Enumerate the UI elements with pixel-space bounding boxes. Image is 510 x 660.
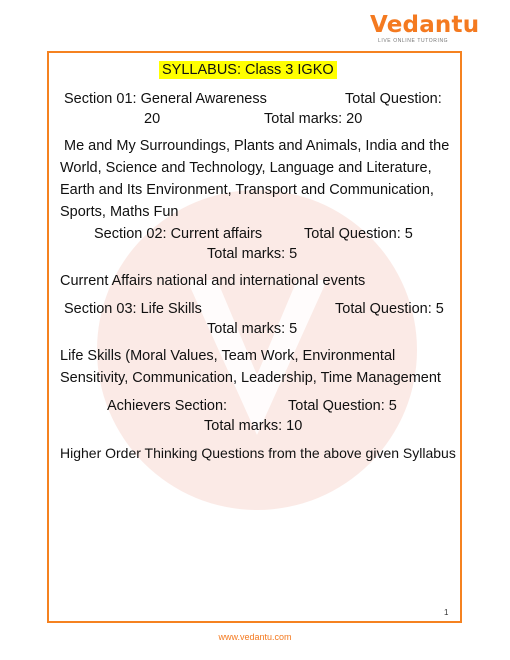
achievers-total-question: Total Question: 5 <box>288 398 397 414</box>
section2-total-question: Total Question: 5 <box>304 226 413 242</box>
logo-wordmark: Vedantu <box>370 12 480 38</box>
syllabus-title: SYLLABUS: Class 3 IGKO <box>159 61 337 79</box>
section3-heading: Section 03: Life Skills <box>64 301 202 317</box>
section1-total-question-value: 20 <box>144 111 161 127</box>
footer-url-link[interactable]: www.vedantu.com <box>218 632 292 642</box>
section3-description: Life Skills (Moral Values, Team Work, Environmental Sensitivity, Communication, Leadership, Time Management <box>60 348 441 386</box>
logo-tagline: LIVE ONLINE TUTORING <box>378 38 449 44</box>
section2-heading: Section 02: Current affairs <box>94 226 263 242</box>
section1-description: Me and My Surroundings, Plants and Animals, India and the World, Science and Technology, Language and Literature, Earth and Its Environment, Transport and Communication, Sports, Maths Fun <box>60 138 450 220</box>
section2-description: Current Affairs national and international events <box>60 273 366 289</box>
section1-heading: Section 01: General Awareness <box>64 91 267 107</box>
section1-total-marks: Total marks: 20 <box>264 111 363 127</box>
section3-total-question: Total Question: 5 <box>335 301 444 317</box>
section3-total-marks: Total marks: 5 <box>207 321 298 337</box>
section2-total-marks: Total marks: 5 <box>207 246 298 262</box>
section1-total-question-label: Total Question: <box>345 91 442 107</box>
achievers-total-marks: Total marks: 10 <box>204 418 303 434</box>
achievers-heading: Achievers Section: <box>107 398 228 414</box>
achievers-description: Higher Order Thinking Questions from the above given Syllabus <box>60 445 456 461</box>
page-number: 1 <box>444 608 449 617</box>
vedantu-logo <box>362 12 480 46</box>
